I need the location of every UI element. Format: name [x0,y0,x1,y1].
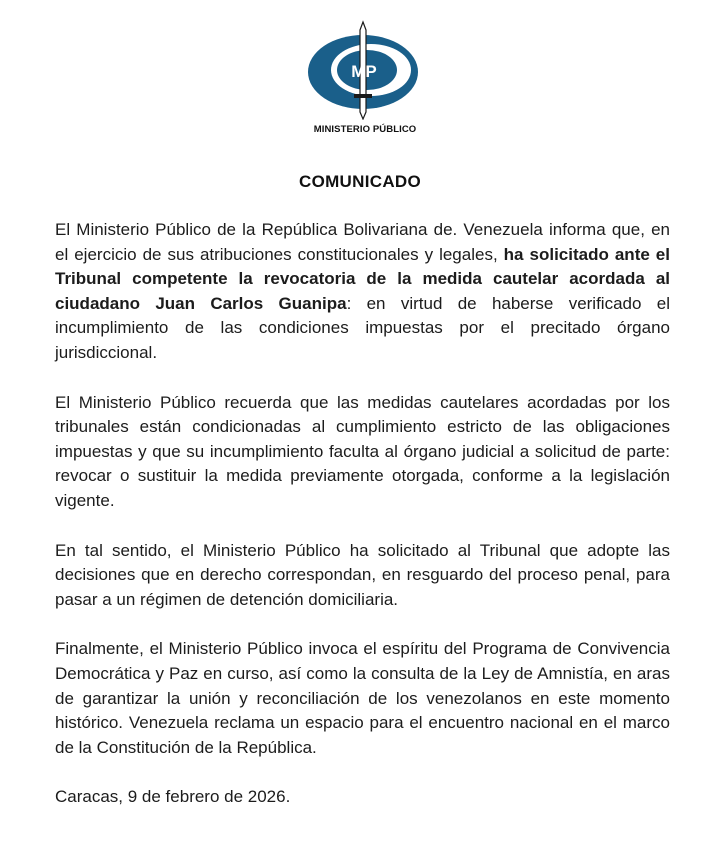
paragraph-1-bold: ha solicitado ante el Tribunal competente la revocatoria de la medida cautelar acordada al ciudadano Juan Carlos Guanipa [55,244,670,313]
paragraph-1-text-end: : en virtud de haberse verificado el incumplimiento de las condiciones impuestas por el precitado órgano jurisdiccional. [55,293,670,362]
communique-body [55,218,670,835]
ministerio-publico-logo [300,20,430,140]
paragraph-4: Finalmente, el Ministerio Público invoca el espíritu del Programa de Convivencia Democrática y Paz en curso, así como la consulta de la Ley de Amnistía, en aras de garantizar la unión y reconciliación de los venezolanos en este momento histórico. Venezuela reclama un espacio para el encuentro nacional en el marco de la Constitución de la República. [55,639,670,757]
paragraph-1-text-start: El Ministerio Público de la República Bolivariana de. Venezuela informa que, en el ejercicio de sus atribuciones constitucionales y legales, [55,220,670,264]
page-title: COMUNICADO [299,172,421,191]
paragraph-1 [55,218,670,366]
logo-caption: MINISTERIO PÚBLICO [313,124,417,135]
closing-date-line: Caracas, 9 de febrero de 2026. [55,787,291,807]
paragraph-3: En tal sentido, el Ministerio Público ha solicitado al Tribunal que adopte las decisiones que en derecho correspondan, en resguardo del proceso penal, para pasar a un régimen de detención domiciliaria. [55,540,670,609]
logo-letters: MP [351,62,377,81]
mp-emblem-icon [305,20,425,120]
paragraph-2: El Ministerio Público recuerda que las medidas cautelares acordadas por los tribunales están condicionadas al cumplimiento estricto de las obligaciones impuestas y que su incumplimiento faculta al órgano judicial a solicitud de parte: revocar o sustituir la medida previamente otorgada, conforme a la legislación vigente. [55,392,670,510]
